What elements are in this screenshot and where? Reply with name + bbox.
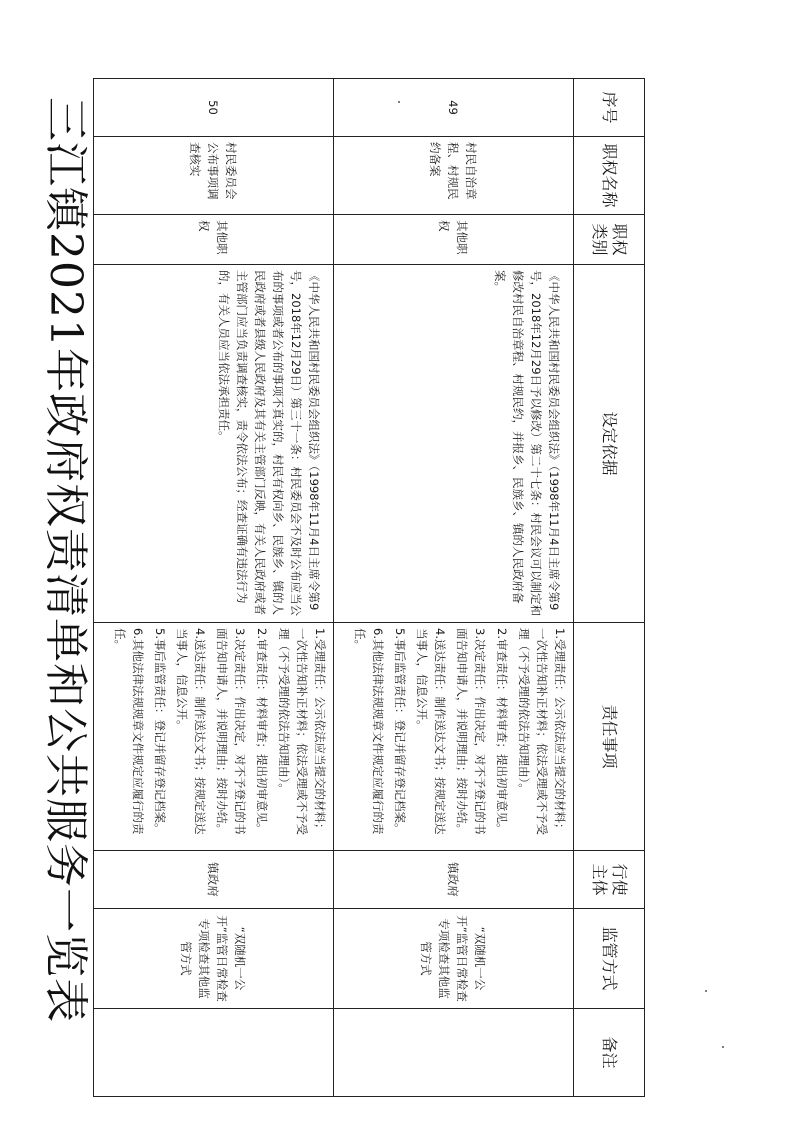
scan-speck xyxy=(722,1046,724,1048)
row-number: 50 xyxy=(94,79,334,137)
header-remarks: 备注 xyxy=(574,1009,645,1097)
table-row xyxy=(334,79,574,1097)
table-row xyxy=(94,79,334,1097)
responsibility-item: 6.其他法律法规规章文件规定应履行的责任。 xyxy=(353,628,385,835)
responsibility-item: 3.决定责任：作出决定，对不予登记的书面告知申请人，并说明理由；按时办结。 xyxy=(455,628,487,835)
header-number: 序号 xyxy=(574,79,645,137)
responsibility-item: 5.事后监管责任：登记并留存登记档案。 xyxy=(393,628,407,835)
document-title: 三江镇2021年政府权责清单和公共服务一览表 xyxy=(40,97,91,1023)
header-power-name: 职权名称 xyxy=(574,137,645,215)
supervision-mode: “双随机一公开”监管日常检查专项检查其他监管方式 xyxy=(94,909,334,1009)
responsibility-list-table xyxy=(93,78,645,1097)
responsibility-item: 2.审查责任：材料审查；提出初审意见。 xyxy=(255,628,269,835)
executing-subject: 镇政府 xyxy=(334,851,574,909)
table-header-row xyxy=(574,79,645,1097)
power-type: 其他职权 xyxy=(94,215,334,265)
responsibility-list xyxy=(94,623,334,851)
supervision-mode: “双随机一公开”监管日常检查专项检查其他监管方式 xyxy=(334,909,574,1009)
responsibility-item: 4.送达责任：制作送达文书；按规定送达当事人，信息公开。 xyxy=(175,628,207,835)
legal-basis: 《中华人民共和国村民委员会组织法》（1998年11月4日主席令第9号，2018年12月29日）第三十一条：村民委员会不及时公布应当公布的事项或者公布的事项不真实的，村民有权向乡、民族乡、镇的人民政府或者县级人民政府及其有关主管部门反映，有关人民政府或者主管部门应当负责调查核实，责令依法公布；经查证确有违法行为的，有关人员应当依法承担责任。 xyxy=(94,265,334,623)
header-responsibilities: 责任事项 xyxy=(574,623,645,851)
remark-cell xyxy=(334,1009,574,1097)
header-executing-subject: 行使主体 xyxy=(574,851,645,909)
responsibility-item: 1.受理责任：公示依法应当提交的材料；一次性告知补正材料；依法受理或不予受理（不予受理的依法告知理由）。 xyxy=(277,628,327,835)
responsibility-item: 2.审查责任：材料审查；提出初审意见。 xyxy=(495,628,509,835)
executing-subject: 镇政府 xyxy=(94,851,334,909)
responsibility-item: 4.送达责任：制作送达文书；按规定送达当事人，信息公开。 xyxy=(415,628,447,835)
header-legal-basis: 设定依据 xyxy=(574,265,645,623)
legal-basis: 《中华人民共和国村民委员会组织法》（1998年11月4日主席令第9号，2018年12月29日予以修改）第二十七条：村民会议可以制定和修改村民自治章程、村规民约，并报乡、民族乡、镇的人民政府备案。 xyxy=(334,265,574,623)
responsibility-item: 1.受理责任：公示依法应当提交的材料；一次性告知补正材料；依法受理或不予受理（不予受理的依法告知理由）。 xyxy=(517,628,567,835)
responsibility-item: 5.事后监管责任：登记并留存登记档案。 xyxy=(153,628,167,835)
power-type: 其他职权 xyxy=(334,215,574,265)
header-supervision-mode: 监管方式 xyxy=(574,909,645,1009)
scan-speck xyxy=(705,990,707,992)
row-number: 49 xyxy=(334,79,574,137)
scan-speck xyxy=(398,101,400,103)
power-name: 村民自治章程、村规民约备案 xyxy=(334,137,574,215)
responsibility-item: 3.决定责任：作出决定，对不予登记的书面告知申请人，并说明理由；按时办结。 xyxy=(215,628,247,835)
responsibility-list xyxy=(334,623,574,851)
header-power-type: 职权类别 xyxy=(574,215,645,265)
power-name: 村民委员会公布事项调查核实 xyxy=(94,137,334,215)
remark-cell xyxy=(94,1009,334,1097)
responsibility-item: 6.其他法律法规规章文件规定应履行的责任。 xyxy=(113,628,145,835)
